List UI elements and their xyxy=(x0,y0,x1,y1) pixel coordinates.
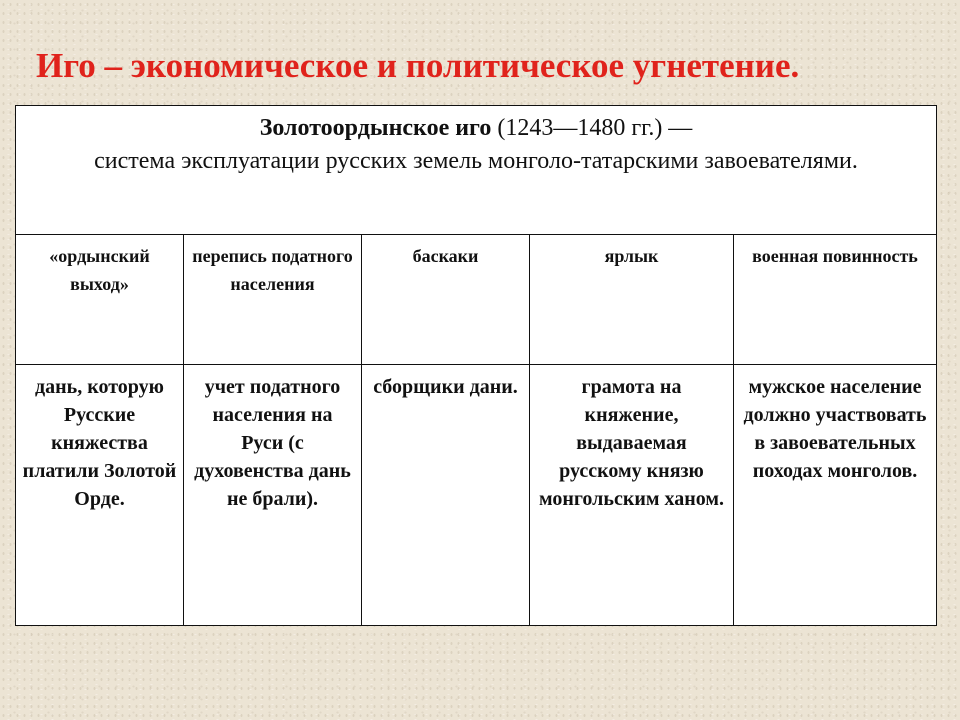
table-cell xyxy=(734,365,937,626)
table-cell xyxy=(530,365,734,626)
table-cell xyxy=(184,365,362,626)
table-cell xyxy=(16,365,184,626)
column-header xyxy=(530,235,734,365)
column-header xyxy=(734,235,937,365)
cell-text: сборщики дани. xyxy=(373,376,518,398)
column-header-text: «ордынский выход» xyxy=(49,246,150,294)
definition-term: Золотоордынское иго xyxy=(259,115,492,141)
definition-row xyxy=(16,106,937,235)
cell-text: мужское население должно участвовать в завоевательных походах монголов. xyxy=(743,376,927,482)
column-header xyxy=(16,235,184,365)
column-header xyxy=(184,235,362,365)
cell-text: дань, которую Русские княжества платили Золотой Орде. xyxy=(22,376,177,510)
header-row xyxy=(16,235,937,365)
definition-years: (1243—1480 гг.) — xyxy=(491,115,693,141)
definition-description: система эксплуатации русских земель монголо-татарскими завоевателями. xyxy=(94,148,858,174)
column-header-text: перепись податного населения xyxy=(192,246,353,294)
table-cell xyxy=(362,365,530,626)
column-header-text: военная повинность xyxy=(752,246,918,266)
column-header-text: ярлык xyxy=(604,246,659,266)
yoke-table xyxy=(15,105,937,626)
column-header-text: баскаки xyxy=(412,246,479,266)
definition-cell xyxy=(16,106,937,235)
column-header xyxy=(362,235,530,365)
cell-text: грамота на княжение, выдаваемая русскому князю монгольским ханом. xyxy=(538,376,725,510)
cell-text: учет податного населения на Руси (с духовенства дань не брали). xyxy=(194,376,351,510)
content-row xyxy=(16,365,937,626)
slide-title: Иго – экономическое и политическое угнетение. xyxy=(36,46,800,85)
